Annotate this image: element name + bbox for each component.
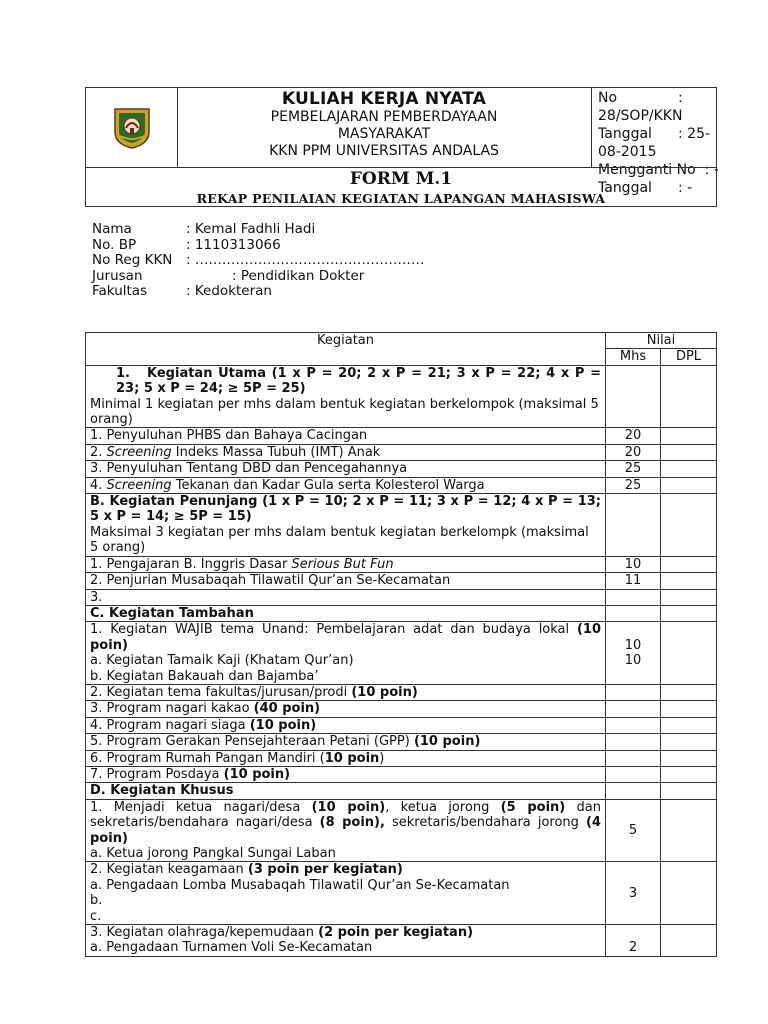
- form-subtitle: REKAP PENILAIAN KEGIATAN LAPANGAN MAHASISWA: [196, 191, 606, 206]
- form-title: FORM M.1: [349, 169, 453, 189]
- table-row: 4. Screening Tekanan dan Kadar Gula serta Kolesterol Warga 25: [86, 477, 717, 493]
- mhs-score: 10: [606, 556, 661, 572]
- meta-date: Tanggal : 25-08-2015: [598, 126, 711, 160]
- identity-reg: No Reg KKN : ……………………………………………: [92, 252, 425, 268]
- institution-title-cell: [177, 88, 592, 167]
- table-header-row: [86, 333, 717, 349]
- table-row: 2. Screening Indeks Massa Tubuh (IMT) Anak 20: [86, 444, 717, 460]
- logo-cell: [86, 88, 178, 167]
- identity-name: Nama : Kemal Fadhli Hadi: [92, 221, 316, 237]
- dpl-score: [661, 589, 717, 605]
- section-a-number: 1.: [116, 365, 130, 381]
- assessment-table: [85, 332, 717, 957]
- table-row: 4. Program nagari siaga (10 poin): [86, 717, 717, 733]
- form-title-row: [86, 167, 716, 207]
- dpl-score: [661, 461, 717, 477]
- mhs-score: 20: [606, 444, 661, 460]
- mhs-score: 10 10: [606, 622, 661, 685]
- student-identity: [92, 222, 424, 300]
- program-subtitle-3: KKN PPM UNIVERSITAS ANDALAS: [269, 143, 499, 159]
- table-row: 2. Kegiatan keagamaan (3 poin per kegiatan) a. Pengadaan Lomba Musabaqah Tilawatil Qur’an Se-Kecamatan b. c. 3: [86, 862, 717, 925]
- dpl-score: [661, 925, 717, 957]
- section-c-header: [86, 605, 717, 621]
- program-subtitle-1: PEMBELAJARAN PEMBERDAYAAN: [270, 109, 498, 125]
- mhs-score: 20: [606, 428, 661, 444]
- header-nilai: Nilai: [606, 333, 717, 349]
- section-b-header: [86, 494, 717, 557]
- section-a-title: Kegiatan Utama (1 x P = 20; 2 x P = 21; 3 x P = 22; 4 x P = 23; 5 x P = 24; ≥ 5P = 25): [116, 365, 602, 397]
- identity-major: Jurusan : Pendidikan Dokter: [92, 267, 365, 284]
- meta-replaces-date: Tanggal : -: [598, 180, 693, 196]
- document-meta: [592, 88, 719, 196]
- table-row: 5. Program Gerakan Pensejahteraan Petani (GPP) (10 poin): [86, 734, 717, 750]
- mhs-score: 2: [606, 925, 661, 957]
- section-c-title: C. Kegiatan Tambahan: [86, 605, 606, 621]
- identity-bp: No. BP : 1110313066: [92, 236, 281, 253]
- table-row: 3.: [86, 589, 717, 605]
- section-d-title: D. Kegiatan Khusus: [86, 783, 606, 799]
- program-subtitle-2: MASYARAKAT: [337, 126, 431, 142]
- section-a-header: [86, 365, 717, 428]
- mhs-score: 3: [606, 862, 661, 925]
- program-title: KULIAH KERJA NYATA: [281, 89, 487, 109]
- dpl-score: [661, 444, 717, 460]
- table-row: 1. Menjadi ketua nagari/desa (10 poin), ketua jorong (5 poin) dan sekretaris/bendahara nagari/desa (8 poin), sekretaris/bendahara jorong (4 poin) a. Ketua jorong Pangkal Sungai Laban 5: [86, 799, 717, 862]
- university-logo-icon: [112, 106, 152, 150]
- mhs-score: 5: [606, 799, 661, 862]
- document-header: [85, 87, 717, 207]
- table-row: 2. Kegiatan tema fakultas/jurusan/prodi (10 poin): [86, 684, 717, 700]
- dpl-score: [661, 573, 717, 589]
- section-a-note: Minimal 1 kegiatan per mhs dalam bentuk kegiatan berkelompok (maksimal 5 orang): [90, 396, 599, 428]
- table-row: 7. Program Posdaya (10 poin): [86, 766, 717, 782]
- table-row: 3. Penyuluhan Tentang DBD dan Pencegahannya 25: [86, 461, 717, 477]
- dpl-score: [661, 622, 717, 685]
- mhs-score: 11: [606, 573, 661, 589]
- dpl-score: [661, 862, 717, 925]
- section-d-header: [86, 783, 717, 799]
- dpl-score: [661, 428, 717, 444]
- mhs-score: [606, 589, 661, 605]
- meta-replaces-no: Mengganti No : -: [598, 162, 719, 178]
- table-row: 1. Kegiatan WAJIB tema Unand: Pembelajaran adat dan budaya lokal (10 poin) a. Kegiatan Tamaik Kaji (Khatam Qur’an) b. Kegiatan Bakauah dan Bajamba’ 10 10: [86, 622, 717, 685]
- identity-faculty: Fakultas : Kedokteran: [92, 283, 272, 299]
- table-row: 6. Program Rumah Pangan Mandiri (10 poin): [86, 750, 717, 766]
- dpl-score: [661, 556, 717, 572]
- header-kegiatan: Kegiatan: [86, 333, 606, 366]
- dpl-score: [661, 799, 717, 862]
- section-b-title: B. Kegiatan Penunjang (1 x P = 10; 2 x P = 11; 3 x P = 12; 4 x P = 13; 5 x P = 14; ≥ 5P = 15): [90, 494, 601, 525]
- table-row: 1. Pengajaran B. Inggris Dasar Serious But Fun 10: [86, 556, 717, 572]
- mhs-score: 25: [606, 477, 661, 493]
- table-row: 3. Program nagari kakao (40 poin): [86, 701, 717, 717]
- meta-no: No : 28/SOP/KKN: [598, 90, 683, 124]
- dpl-score: [661, 477, 717, 493]
- header-mhs: Mhs: [606, 349, 661, 365]
- table-row: 2. Penjurian Musabaqah Tilawatil Qur’an Se-Kecamatan 11: [86, 573, 717, 589]
- header-dpl: DPL: [661, 349, 717, 365]
- mhs-score: 25: [606, 461, 661, 477]
- table-row: 3. Kegiatan olahraga/kepemudaan (2 poin per kegiatan) a. Pengadaan Turnamen Voli Se-Kecamatan 2: [86, 925, 717, 957]
- table-row: 1. Penyuluhan PHBS dan Bahaya Cacingan 20: [86, 428, 717, 444]
- section-b-note: Maksimal 3 kegiatan per mhs dalam bentuk kegiatan berkelompk (maksimal 5 orang): [90, 524, 589, 556]
